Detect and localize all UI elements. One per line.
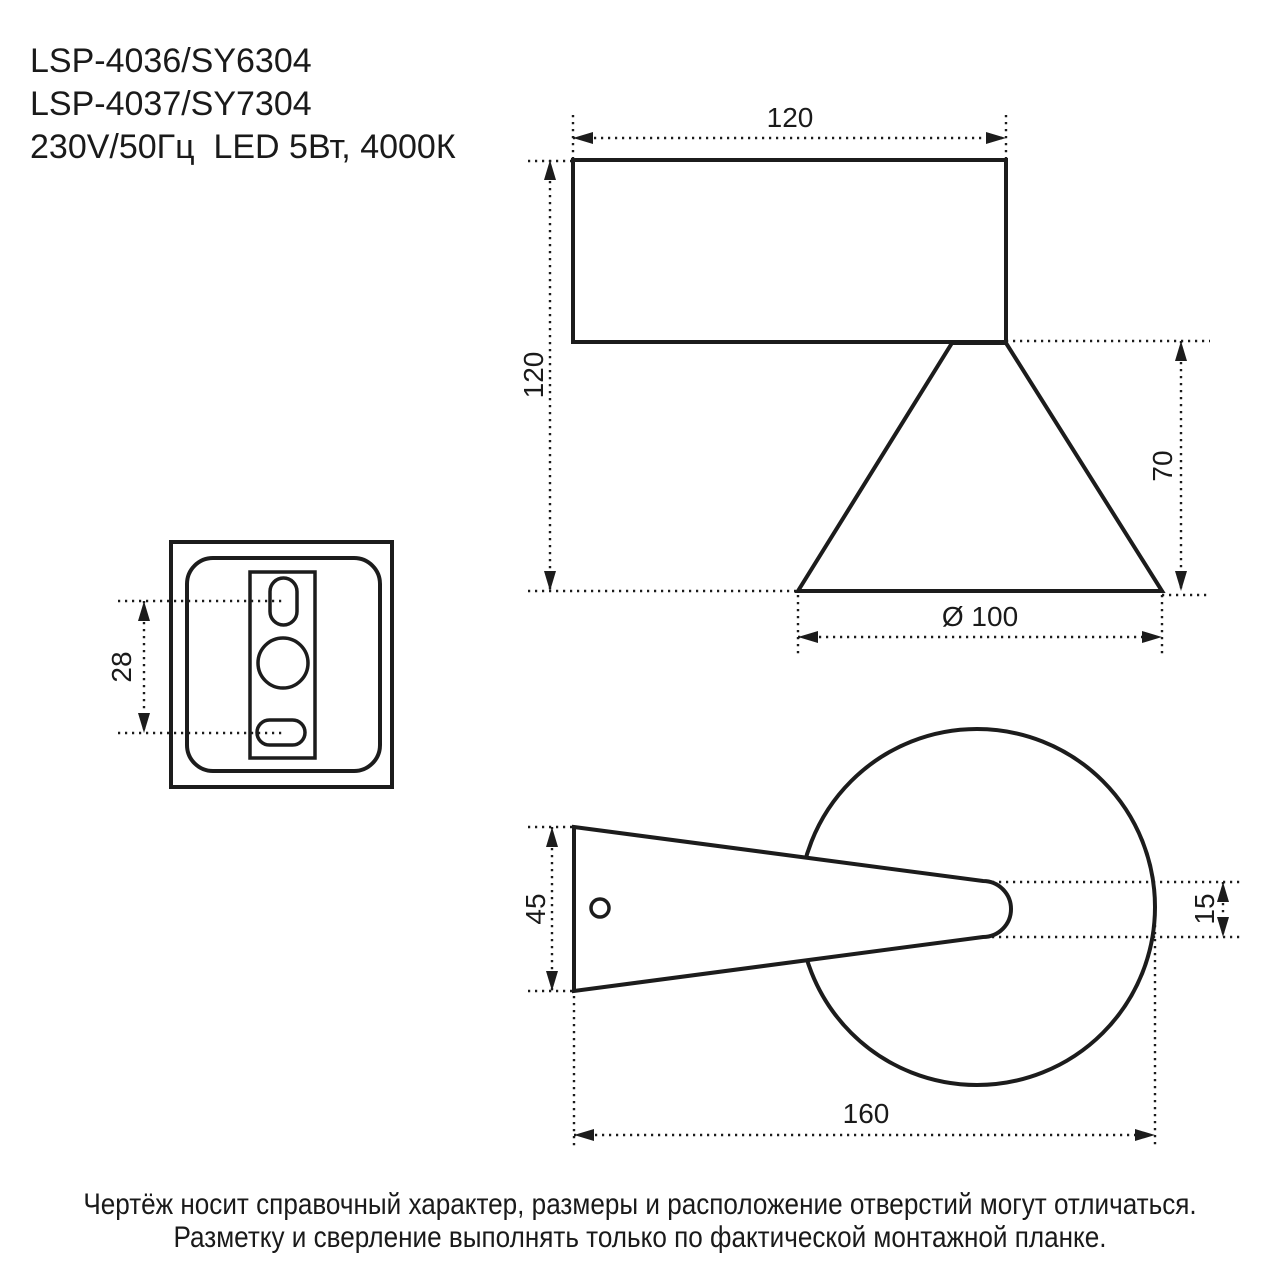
- disclaimer-line-1: Чертёж носит справочный характер, размеры и расположение отверстий могут отличаться.: [83, 1188, 1197, 1221]
- arrowhead-icon: [1135, 1129, 1155, 1141]
- disclaimer-note: [83, 1188, 1197, 1254]
- model-number-1: LSP-4036/SY6304: [30, 42, 312, 80]
- arrowhead-icon: [574, 1129, 594, 1141]
- arrowhead-icon: [1175, 571, 1187, 591]
- arrowhead-icon: [138, 713, 150, 733]
- center-hole: [258, 638, 308, 688]
- dim-tip-width: [992, 882, 1243, 937]
- dim-label-side-height: 120: [518, 351, 549, 399]
- bracket-wedge: [574, 827, 1011, 991]
- arrowhead-icon: [546, 971, 558, 991]
- dim-bracket-width: [520, 827, 574, 991]
- arrowhead-icon: [544, 160, 556, 180]
- arrowhead-icon: [573, 132, 593, 144]
- dim-label-cone-height: 70: [1147, 450, 1178, 482]
- disclaimer-line-2: Разметку и сверление выполнять только по фактической монтажной планке.: [173, 1221, 1107, 1254]
- dim-side-width: [573, 102, 1006, 160]
- mounting-plate-view: [106, 542, 392, 787]
- arrowhead-icon: [546, 827, 558, 847]
- dim-base-diameter: [798, 595, 1162, 655]
- model-number-2: LSP-4037/SY7304: [30, 85, 312, 123]
- dim-label-bracket-width: 45: [520, 893, 551, 925]
- screw-hole: [591, 899, 609, 917]
- cone-profile: [798, 343, 1162, 591]
- dim-label-hole-spacing: 28: [106, 651, 137, 683]
- dim-label-tip-width: 15: [1189, 893, 1220, 925]
- arrowhead-icon: [138, 601, 150, 621]
- top-view: [520, 729, 1243, 1147]
- arrowhead-icon: [1142, 631, 1162, 643]
- dim-label-base-diameter: Ø 100: [941, 601, 1019, 632]
- body-rectangle: [573, 160, 1006, 342]
- electrical-specs: 230V/50Гц LED 5Вт, 4000К: [30, 128, 456, 166]
- arrowhead-icon: [986, 132, 1006, 144]
- side-view: [518, 102, 1210, 655]
- arrowhead-icon: [1175, 341, 1187, 361]
- arrowhead-icon: [798, 631, 818, 643]
- arrowhead-icon: [544, 571, 556, 591]
- dim-label-side-width: 120: [766, 102, 814, 133]
- dim-label-total-length: 160: [842, 1098, 890, 1129]
